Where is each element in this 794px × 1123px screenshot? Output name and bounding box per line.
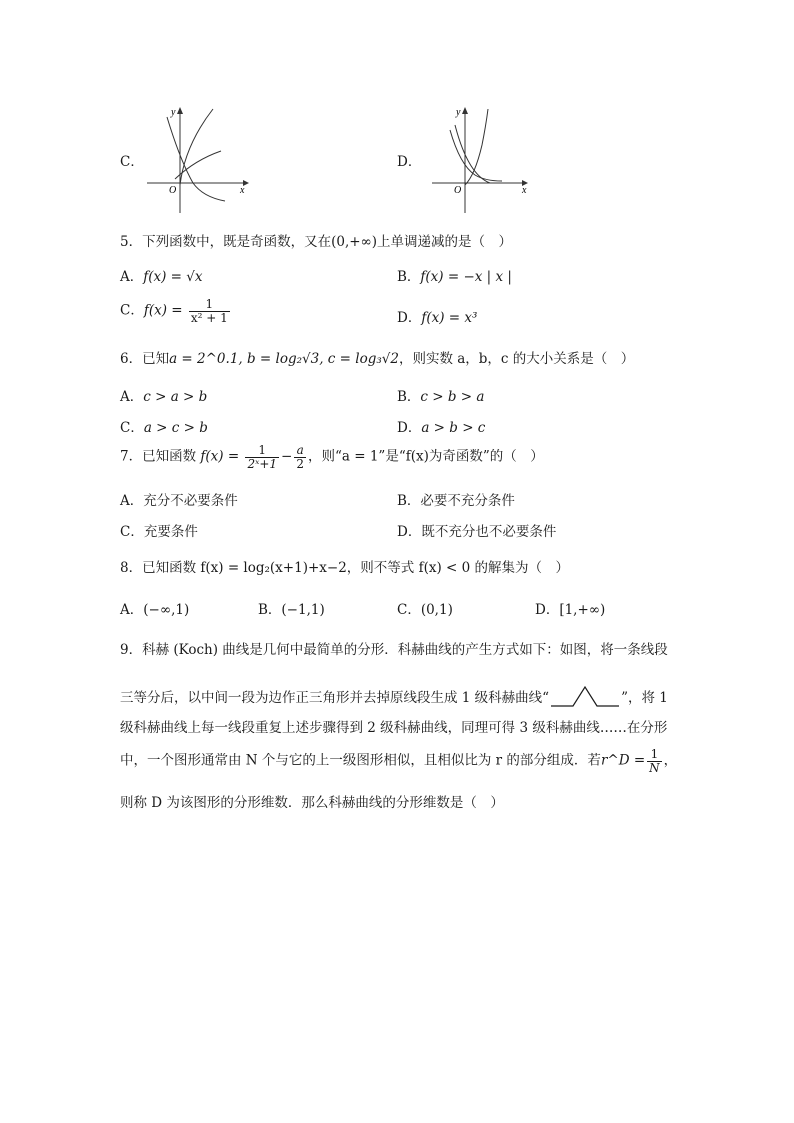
- q4-option-c-label: C．: [120, 154, 144, 170]
- q4-c-origin: O: [169, 185, 177, 196]
- q8-option-a: A．(−∞,1): [120, 602, 190, 618]
- q4-graph-c: [145, 105, 250, 215]
- q4-c-axis-y: y: [171, 107, 176, 118]
- koch-curve-level1-icon: [549, 684, 621, 710]
- q5-option-c: C．f(x) = $\frac{1}{\text{x² + 1}}$: [120, 297, 228, 325]
- q5-option-b: B．f(x) = −x | x |: [397, 269, 512, 285]
- q7-option-a: A．充分不必要条件: [120, 493, 238, 509]
- q8-option-c: C．(0,1): [397, 602, 453, 618]
- q6-option-d: D．a > b > c: [397, 420, 486, 436]
- q8-stem: 8．已知函数 f(x) = log₂(x+1)+x−2，则不等式 f(x) < 0 的解集为（ ）: [120, 560, 569, 576]
- q4-d-axis-x: x: [522, 185, 527, 196]
- q9-line5: 则称 D 为该图形的分形维数．那么科赫曲线的分形维数是（ ）: [120, 795, 504, 811]
- q5-option-d: D．f(x) = x³: [397, 310, 478, 326]
- q9-line1: 9．科赫 (Koch) 曲线是几何中最简单的分形．科赫曲线的产生方式如下：如图，将一条线段: [120, 642, 668, 658]
- q7-stem: 7．已知函数 f(x) = $\frac{1}{\text{2ˣ+1}}$ − $\frac{a}{2}$ ，则“a = 1”是“f(x)为奇函数”的（ ）: [120, 443, 544, 471]
- q9-line4: 中，一个图形通常由 N 个与它的上一级图形相似，且相似比为 r 的部分组成．若r^D = $\frac{1}{N}$ ，: [120, 747, 678, 775]
- q5-option-a: A．f(x) = √x: [120, 269, 203, 285]
- q4-graph-d: [430, 105, 535, 215]
- q9-line2: 三等分后，以中间一段为边作正三角形并去掉原线段生成 1 级科赫曲线“ ”，将 1: [120, 684, 668, 710]
- q4-d-origin: O: [454, 185, 462, 196]
- q6-option-c: C．a > c > b: [120, 420, 208, 436]
- q4-d-axis-y: y: [456, 107, 461, 118]
- q6-stem: 6．已知a = 2^0.1, b = log₂√3, c = log₃√2，则实数 a，b，c 的大小关系是（ ）: [120, 351, 635, 367]
- q4-option-d-label: D．: [397, 154, 422, 170]
- q7-option-b: B．必要不充分条件: [397, 493, 515, 509]
- q4-c-axis-x: x: [240, 185, 245, 196]
- q8-option-b: B．(−1,1): [258, 602, 325, 618]
- q5-stem: 5．下列函数中，既是奇函数，又在(0,+∞)上单调递减的是（ ）: [120, 234, 513, 250]
- q9-line3: 级科赫曲线上每一线段重复上述步骤得到 2 级科赫曲线，同理可得 3 级科赫曲线……在分形: [120, 720, 668, 736]
- q6-option-b: B．c > b > a: [397, 389, 485, 405]
- q8-option-d: D．[1,+∞): [535, 602, 606, 618]
- q7-option-d: D．既不充分也不必要条件: [397, 524, 557, 540]
- q6-option-a: A．c > a > b: [120, 389, 208, 405]
- q7-option-c: C．充要条件: [120, 524, 198, 540]
